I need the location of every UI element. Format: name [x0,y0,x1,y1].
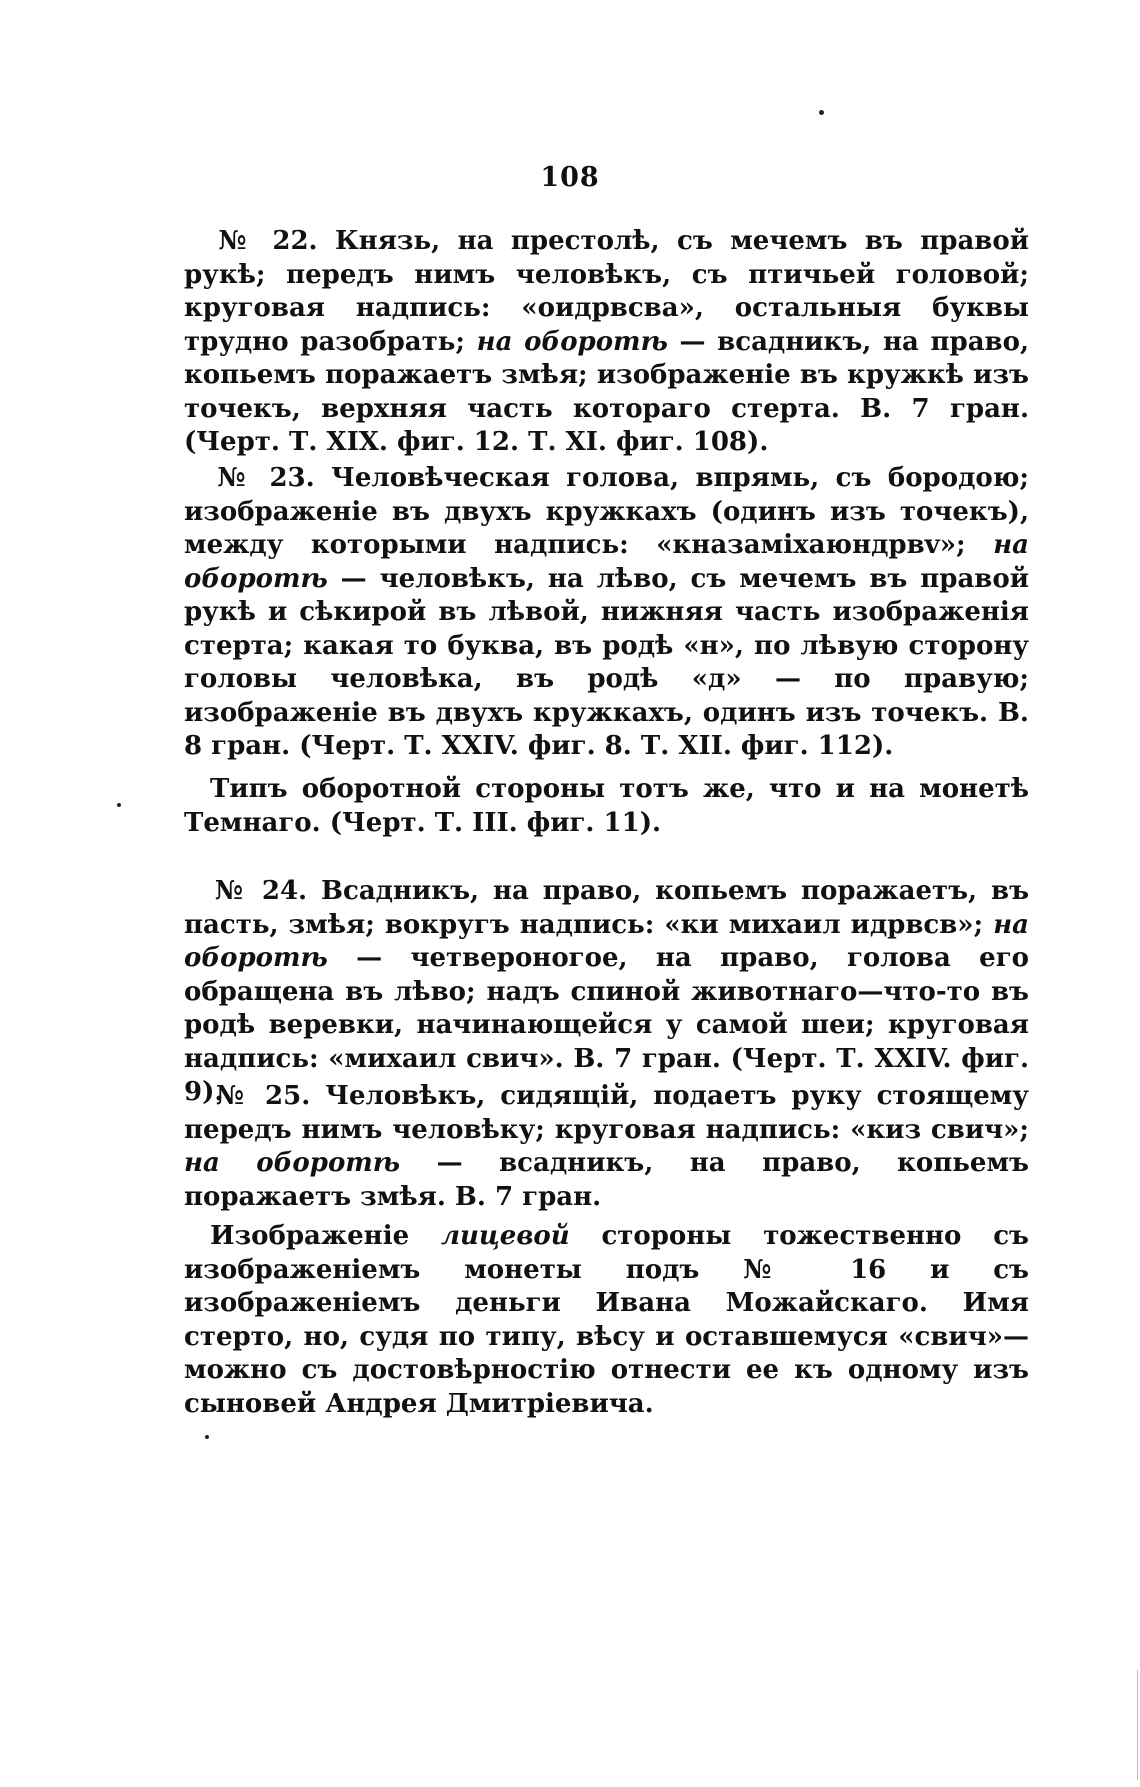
entry-text: Человѣческая голова, впрямь, съ бородою; изображеніе въ двухъ кружкахъ (одинъ изъ точекъ), между которыми надпись: «кназамiхаюндрвv»; [184,463,1030,560]
entry-number: № 22. [210,226,318,256]
entry-no25 [184,1080,1029,1214]
page-edge-mark [1137,1670,1138,1780]
entry-italic: на оборотѣ [184,1148,401,1178]
entry-number: № 23. [210,463,315,493]
entry-text-cont: — четвероногое, на право, голова его обращена въ лѣво; надъ спиной животнаго—что-то въ родѣ веревки, начинающейся у самой шеи; круговая надпись: «михаил свич». В. 7 гран. (Черт. Т. XXIV. фиг. 9). [184,943,1029,1107]
ink-speck [117,803,121,807]
entry-italic: лицевой [440,1221,570,1251]
entry-paragraph [184,1080,1029,1214]
ink-speck [819,110,824,115]
closing-paragraph [184,1220,1029,1421]
entry-number: № 24. [210,876,308,906]
entry-no24 [184,875,1029,1110]
entry-text-cont: — всадникъ, на право, копьемъ поражаетъ змѣя. В. 7 гран. [184,1148,1029,1212]
entry-text: Типъ оборотной стороны тотъ же, что и на монетѣ Темнаго. (Черт. Т. III. фиг. 11). [184,774,1029,838]
entry-italic: на оборотѣ [184,530,1029,594]
entry-no23 [184,462,1029,764]
entry-number: № 25. [210,1081,311,1111]
ink-speck [205,1435,209,1439]
entry-text-cont: стороны тожественно съ изображеніемъ монеты подъ № 16 и съ изображеніемъ деньги Ивана Можайскаго. Имя стерто, но, судя по типу, вѣсу и оставшемуся «свич»—можно съ достовѣрностію отнести ее къ одному изъ сыновей Андрея Дмитріевича. [184,1221,1030,1419]
entry-text: Изображеніе [210,1221,441,1251]
entry-italic: на оборотѣ [476,326,668,357]
entry-no22 [184,225,1029,460]
entry-paragraph [184,1220,1029,1421]
entry-paragraph [184,773,1029,840]
page-number: 108 [540,162,600,193]
entry-paragraph [184,225,1029,460]
entry-text-cont: — всадникъ, на право, копьемъ поражаетъ змѣя; изображеніе въ кружкѣ изъ точекъ, верхняя часть котораго стерта. В. 7 гран. (Черт. Т. XIX. фиг. 12. Т. XI. фиг. 108). [184,326,1030,457]
entry-text: Человѣкъ, сидящій, подаетъ руку стоящему передъ нимъ человѣку; круговая надпись: «киз свич»; [184,1081,1029,1145]
entry-italic: на оборотѣ [184,909,1029,973]
entry-text: Князь, на престолѣ, съ мечемъ въ правой рукѣ; передъ нимъ человѣкъ, съ птичьей головой; круговая надпись: «оидрвсва», остальныя буквы трудно разобрать; [184,226,1030,357]
entry-paragraph [184,875,1029,1110]
entry-text: Всадникъ, на право, копьемъ поражаетъ, въ пасть, змѣя; вокругъ надпись: «ки михаил идрвсв»; [184,876,1030,940]
entry-paragraph [184,462,1029,764]
entry-text-cont: — человѣкъ, на лѣво, съ мечемъ въ правой рукѣ и сѣкирой въ лѣвой, нижняя часть изображенія стерта; какая то буква, въ родѣ «н», по лѣвую сторону головы человѣка, въ родѣ «д» — по правую; изображеніе въ двухъ кружкахъ, одинъ изъ точекъ. В. 8 гран. (Черт. Т. XXIV. фиг. 8. Т. XII. фиг. 112). [184,563,1029,761]
type-note [184,773,1029,840]
